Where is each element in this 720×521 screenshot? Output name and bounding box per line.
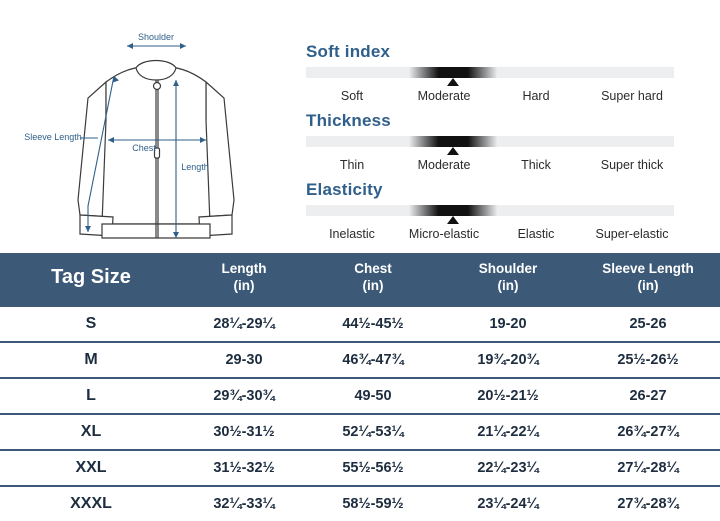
index-soft-marker <box>447 78 459 86</box>
row-0-chest: 44½-45½ <box>306 306 440 342</box>
index-soft-option-4: Super hard <box>601 89 663 103</box>
header-shoulder <box>440 253 576 306</box>
header-tag-size: Tag Size <box>0 253 182 306</box>
row-2-shoulder: 20½-21½ <box>440 378 576 414</box>
index-soft-option-3: Hard <box>522 89 550 103</box>
row-5-chest: 58½-59½ <box>306 486 440 521</box>
index-thickness-bar <box>306 136 674 147</box>
header-row <box>0 253 720 306</box>
index-soft <box>306 42 706 103</box>
index-elasticity-bar-wrap <box>306 205 706 216</box>
row-5-sleeve: 27¾-28¾ <box>576 486 720 521</box>
row-1-sleeve: 25½-26½ <box>576 342 720 378</box>
table-row <box>0 450 720 486</box>
index-soft-labels <box>306 89 706 103</box>
row-3-length: 30½-31½ <box>182 414 306 450</box>
index-soft-bar <box>306 67 674 78</box>
row-3-size: XL <box>0 414 182 450</box>
row-3-shoulder: 21¼-22¼ <box>440 414 576 450</box>
diagram-label-sleeve-length: Sleeve Length <box>24 132 82 142</box>
row-0-size: S <box>0 306 182 342</box>
index-thickness-bar-wrap <box>306 136 706 147</box>
table-row <box>0 486 720 521</box>
row-1-chest: 46¾-47¾ <box>306 342 440 378</box>
row-5-shoulder: 23¼-24¼ <box>440 486 576 521</box>
index-soft-option-1: Soft <box>340 89 364 103</box>
size-table-body <box>0 306 720 521</box>
index-elasticity-option-3: Elastic <box>517 227 555 241</box>
header-sleeve-name: Sleeve Length <box>602 261 694 276</box>
index-elasticity-option-1: Inelastic <box>329 227 375 241</box>
index-soft-bar-wrap <box>306 67 706 78</box>
row-2-size: L <box>0 378 182 414</box>
header-length <box>182 253 306 306</box>
index-elasticity <box>306 180 706 241</box>
diagram-label-chest: Chest <box>132 143 156 153</box>
index-thickness-option-1: Thin <box>339 158 365 172</box>
header-chest-name: Chest <box>354 261 392 276</box>
table-row <box>0 414 720 450</box>
size-table <box>0 253 720 521</box>
size-table-header <box>0 253 720 306</box>
row-1-shoulder: 19¾-20¾ <box>440 342 576 378</box>
header-length-name: Length <box>221 261 267 276</box>
index-thickness-option-4: Super thick <box>600 158 664 172</box>
index-section <box>306 42 706 249</box>
table-row <box>0 306 720 342</box>
diagram-label-shoulder: Shoulder <box>137 32 175 42</box>
index-thickness-labels <box>306 158 706 172</box>
index-elasticity-marker <box>447 216 459 224</box>
row-2-length: 29¾-30¾ <box>182 378 306 414</box>
row-2-chest: 49-50 <box>306 378 440 414</box>
row-3-sleeve: 26¾-27¾ <box>576 414 720 450</box>
row-4-shoulder: 22¼-23¼ <box>440 450 576 486</box>
row-4-size: XXL <box>0 450 182 486</box>
index-elasticity-bar <box>306 205 674 216</box>
index-thickness-option-2: Moderate <box>417 158 471 172</box>
row-4-length: 31½-32½ <box>182 450 306 486</box>
row-1-size: M <box>0 342 182 378</box>
row-4-chest: 55½-56½ <box>306 450 440 486</box>
index-thickness-marker <box>447 147 459 155</box>
garment-illustration <box>10 10 295 250</box>
index-elasticity-labels <box>306 227 706 241</box>
index-elasticity-option-4: Super-elastic <box>595 227 669 241</box>
header-sleeve-unit: (in) <box>637 277 659 293</box>
row-0-length: 28¼-29¼ <box>182 306 306 342</box>
index-soft-title: Soft index <box>306 42 391 61</box>
diagram-label-length: Length <box>181 162 209 172</box>
index-thickness <box>306 111 706 172</box>
header-sleeve-length <box>576 253 720 306</box>
table-row <box>0 342 720 378</box>
row-1-length: 29-30 <box>182 342 306 378</box>
row-2-sleeve: 26-27 <box>576 378 720 414</box>
row-5-size: XXXL <box>0 486 182 521</box>
table-row <box>0 378 720 414</box>
index-soft-option-2: Moderate <box>417 89 471 103</box>
index-thickness-title: Thickness <box>306 111 391 130</box>
row-0-shoulder: 19-20 <box>440 306 576 342</box>
index-elasticity-title: Elasticity <box>306 180 383 199</box>
row-0-sleeve: 25-26 <box>576 306 720 342</box>
header-chest-unit: (in) <box>362 277 384 293</box>
row-5-length: 32¼-33¼ <box>182 486 306 521</box>
garment-diagram <box>10 10 295 250</box>
header-shoulder-name: Shoulder <box>478 261 538 276</box>
header-chest <box>306 253 440 306</box>
index-thickness-option-3: Thick <box>521 158 551 172</box>
header-shoulder-unit: (in) <box>497 277 519 293</box>
top-section <box>0 0 720 253</box>
row-4-sleeve: 27¼-28¼ <box>576 450 720 486</box>
header-length-unit: (in) <box>233 277 255 293</box>
row-3-chest: 52¼-53¼ <box>306 414 440 450</box>
index-elasticity-option-2: Micro-elastic <box>408 227 480 241</box>
